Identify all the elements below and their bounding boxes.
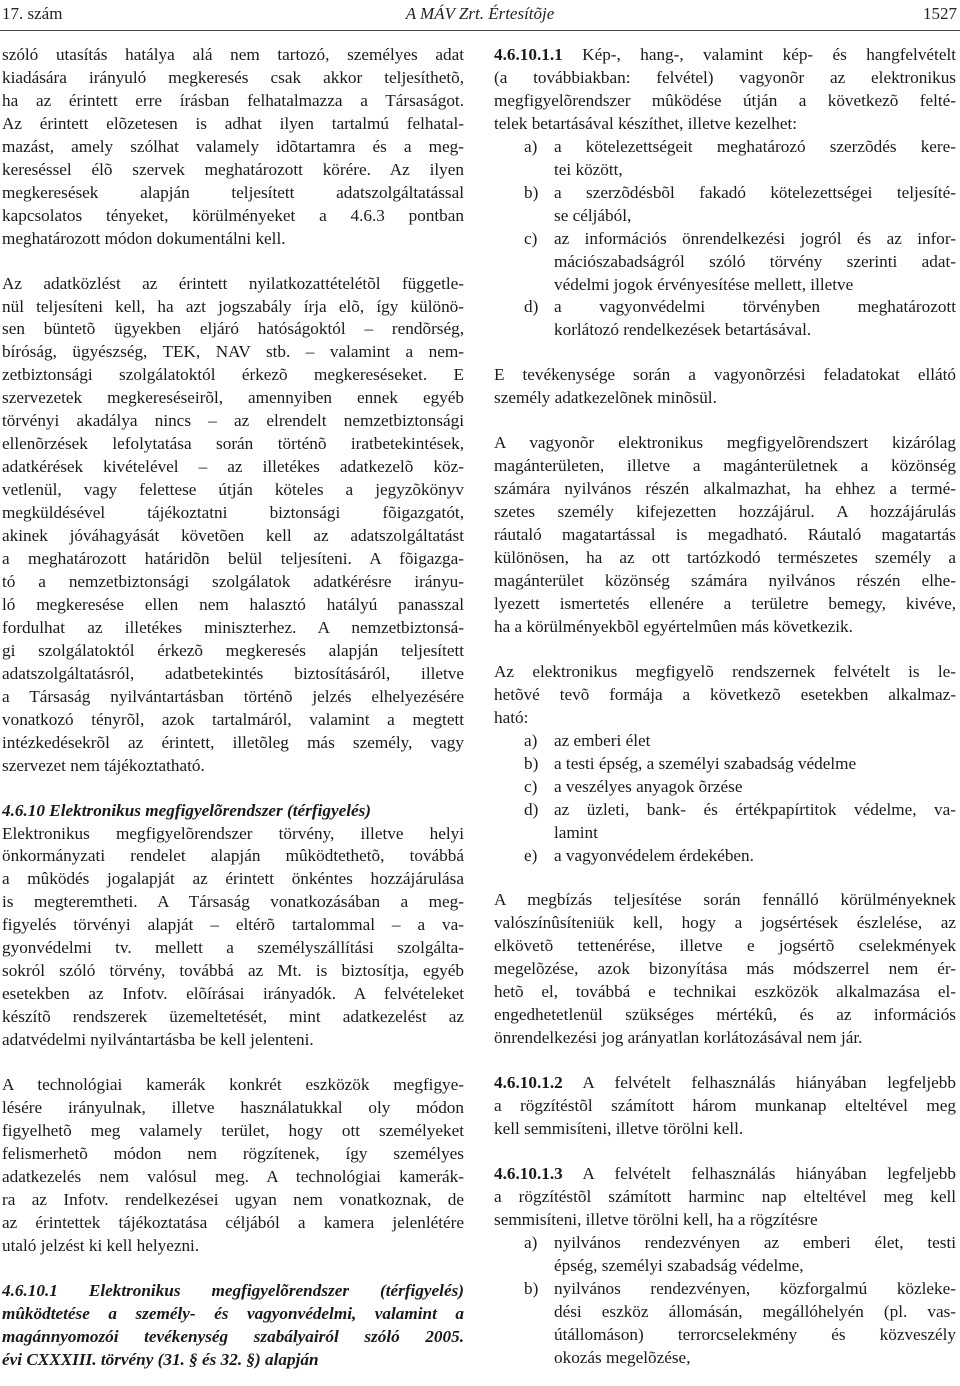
list-item	[494, 730, 956, 753]
text-line: valószínûsíteniük kell, hogy a jogsértések észlelése, az	[494, 913, 956, 933]
text-line: mációszabadságról szóló törvény szerinti adat-	[554, 251, 956, 271]
list-item	[494, 136, 956, 182]
clause-number: 4.6.10.1.1	[494, 45, 563, 64]
list-marker: b)	[524, 753, 539, 773]
paragraph	[2, 1074, 464, 1258]
text-line: személy adatkezelõnek minõsül.	[494, 388, 717, 408]
text-line: mazást, amely szólhat valamely idõtartamra és a meg-	[2, 136, 464, 156]
text-line: dési eszköz állomásán, megállóhelyén (pl. vas-	[554, 1301, 956, 1321]
list-item	[494, 799, 956, 845]
text-line: szervezetek megkereséseirõl, amennyiben ennek egyéb	[2, 388, 464, 408]
text-line: tei között,	[554, 159, 623, 179]
text-line: készítõ rendszerek üzemeltetését, mint adatkezelést az	[2, 1007, 464, 1027]
text-line: is megteremtheti. A Társaság vonatkozásában a meg-	[2, 892, 464, 912]
text-line: E tevékenysége során a vagyonõrzési feladatokat ellátó	[494, 365, 956, 385]
clause-4-6-10-1-2	[494, 1072, 956, 1141]
issue-number: 17. szám	[2, 4, 63, 23]
list-marker: d)	[524, 799, 539, 819]
text-line: vetlenül, vagy felettese útján köteles a jegyzõkönyv	[2, 480, 464, 500]
text-line: felismerhetõ módon nem rögzítenek, így személyes	[2, 1143, 464, 1163]
text-line: a szerzõdésbõl fakadó kötelezettségei teljesíté-	[554, 182, 956, 202]
text-line: a vagyonvédelmi törvényben meghatározott	[554, 297, 956, 317]
text-line: különösen, ha az ott tartózkodó természetes személy a	[494, 548, 956, 568]
text-line: nül teljesíteni kell, ha azt jogszabály írja elõ, így különö-	[2, 296, 464, 316]
text-line: figyelhetõ meg valamely terület, hogy ott személyeket	[2, 1120, 464, 1140]
list-item	[494, 845, 956, 868]
header-rule	[0, 30, 960, 31]
text-line: (a továbbiakban: felvétel) vagyonõr az elektronikus	[494, 67, 956, 87]
text-line: megkeresések alapján teljesített adatszolgáltatással	[2, 182, 464, 202]
text-line: 4.6.10.1 Elektronikus megfigyelõrendszer (térfigyelés)	[2, 1280, 464, 1300]
text-line: kapcsolatos tényeket, körülményeket a 4.6.3 pontban	[2, 205, 464, 225]
text-line: adatszolgáltatásról, adatbetekintés biztosításáról, illetve	[2, 663, 464, 683]
text-line: figyelés törvényi alapját – eltérõ tartalommal – a va-	[2, 915, 464, 935]
text-line: kell semmisíteni, illetve törölni kell.	[494, 1119, 744, 1139]
list-item	[494, 296, 956, 342]
text-line: ellenõrzések lefolytatása során történõ iratbetekintések,	[2, 434, 464, 454]
text-line: gi szolgálatoktól érkezõ megkeresés alapján teljesített	[2, 640, 464, 660]
text-line	[494, 44, 956, 67]
text-line	[494, 1163, 956, 1186]
clause-4-6-10-1-3	[494, 1163, 956, 1232]
text-line: hetõvé tevõ formája a következõ esetekben alkalmaz-	[494, 684, 956, 704]
text-line: a vagyonvédelem érdekében.	[554, 845, 754, 865]
text-line: szetes személy kifejezetten hozzájárul. A hozzájárulás	[494, 502, 956, 522]
list-item	[494, 228, 956, 297]
text-line: A megbízás teljesítése során fennálló körülményeknek	[494, 890, 956, 910]
text-line: hetõ el, továbbá e technikai eszközök alkalmazása el-	[494, 982, 956, 1002]
clause-list	[494, 730, 956, 868]
paragraph	[2, 823, 464, 1053]
text-line: akinek jóváhagyását követõen kell az adatszolgáltatást	[2, 526, 464, 546]
text-line: kiadására irányuló megkeresés csak akkor teljesíthetõ,	[2, 67, 464, 87]
text-line: szóló utasítás hatálya alá nem tartozó, személyes adat	[2, 45, 464, 64]
list-marker: b)	[524, 1278, 539, 1298]
text-line: zetbiztonsági szolgálatoktól érkezõ megkereséseket. E	[2, 365, 464, 385]
list-item	[494, 776, 956, 799]
text-line: lésére irányulnak, illetve használatukkal oly módon	[2, 1097, 464, 1117]
text-line: adatkezelés nem valósul meg. A technológiai kamerák-	[2, 1166, 464, 1186]
list-marker: c)	[524, 228, 538, 248]
text-line: Az elektronikus megfigyelõ rendszernek felvételt is le-	[494, 661, 956, 681]
subsection-heading	[2, 1280, 464, 1372]
text-line	[494, 1072, 956, 1095]
text-line: se céljából,	[554, 205, 632, 225]
text-line: A technológiai kamerák konkrét eszközök megfigye-	[2, 1075, 464, 1095]
text-line: az üzleti, bank- és értékpapírtitok védelme, va-	[554, 799, 956, 819]
list-item	[494, 1278, 956, 1370]
text-line: intézkedésekrõl az érintett, illetõleg más személy, vagy	[2, 732, 464, 752]
text-line: fordulhat az illetékes miniszterhez. A nemzetbiztonsá-	[2, 617, 464, 637]
text-line: magánterület közönség számára nyilvános részén elhe-	[494, 571, 956, 591]
text-line: telek betartásával készíthet, illetve kezelhet:	[494, 113, 798, 133]
clause-text: A felvételt felhasználás hiányában legfeljebb	[562, 1073, 956, 1093]
list-item	[494, 182, 956, 228]
text-line: lyezett ismertetés ellenére a területre bemegy, kivéve,	[494, 593, 956, 613]
text-line: a Társaság nyilvántartásban történõ jelzés elhelyezésére	[2, 686, 464, 706]
text-line: számára nyilvános részén alkalmazhat, ha ehhez a termé-	[494, 479, 956, 499]
text-line: az érintettek tájékoztatása céljából a kamera jelenlétére	[2, 1212, 464, 1232]
text-line: önrendelkezési jog arányatlan korlátozásával nem jár.	[494, 1028, 863, 1048]
text-line: sokról szóló törvény, továbbá az Mt. is biztosítja, egyéb	[2, 961, 464, 981]
list-marker: e)	[524, 845, 538, 865]
paragraph	[494, 364, 956, 410]
text-line: engedhetetlenül szükséges mértékû, és az információs	[494, 1005, 956, 1025]
paragraph	[2, 273, 464, 778]
text-line: ra az Infotv. rendelkezései ugyan nem vonatkoznak, de	[2, 1189, 464, 1209]
text-line: önkormányzati rendelet alapján mûködtethetõ, továbbá	[2, 846, 464, 866]
text-line: Elektronikus megfigyelõrendszer törvény, illetve helyi	[2, 823, 464, 843]
text-line: magánnyomozói tevékenység szabályairól szóló 2005.	[2, 1326, 464, 1346]
text-line: az emberi élet	[554, 730, 651, 750]
text-line: az információs önrendelkezési jogról és az infor-	[554, 228, 956, 248]
text-line: semmisíteni, illetve törölni kell, ha a rögzítésre	[494, 1209, 818, 1229]
text-line: szervezet nem tájékoztatható.	[2, 755, 205, 775]
text-line: törvényi akadálya nincs – az elrendelt nemzetbiztonsági	[2, 411, 464, 431]
list-marker: c)	[524, 776, 538, 796]
text-line: ható:	[494, 707, 529, 727]
clause-number: 4.6.10.1.2	[494, 1073, 563, 1093]
text-line: gyonvédelmi tv. mellett a személyszállítási szolgálta-	[2, 938, 464, 958]
text-line: nyilvános rendezvényen az emberi élet, testi	[554, 1232, 956, 1252]
text-line: a kötelezettségeit meghatározó szerzõdés kere-	[554, 136, 956, 156]
text-line: meghatározott módon dokumentálni kell.	[2, 228, 286, 248]
paragraph	[494, 432, 956, 639]
text-line: nyilvános rendezvényen, közforgalmú közleke-	[554, 1278, 956, 1298]
text-line: a testi épség, a személyi szabadság védelme	[554, 753, 857, 773]
list-marker: d)	[524, 297, 539, 317]
text-line: magánterületen, illetve a magánterületnek a közönség	[494, 456, 956, 476]
text-line: ló megkeresése ellen nem halasztó hatályú panasszal	[2, 594, 464, 614]
text-line: Az érintett elõzetesen is adhat ilyen tartalmú felhatal-	[2, 113, 464, 133]
right-column	[494, 44, 956, 1370]
text-line: Az adatközlést az érintett nyilatkozattételétõl függetle-	[2, 273, 464, 293]
text-line: okozás megelõzése,	[554, 1347, 691, 1367]
clause-4-6-10-1-1	[494, 44, 956, 136]
list-marker: b)	[524, 182, 539, 202]
paragraph	[2, 44, 464, 251]
text-line: a rögzítéstõl számított harminc nap elteltével meg kell	[494, 1186, 956, 1206]
paragraph	[494, 661, 956, 730]
text-line: bíróság, ügyészség, TEK, NAV stb. – valamint a nem-	[2, 342, 464, 362]
clause-list	[494, 1232, 956, 1370]
text-line: mûködtetése a személy- és vagyonvédelmi, valamint a	[2, 1303, 464, 1323]
text-line: megküldésével tájékoztatni biztonsági fõigazgatót,	[2, 503, 464, 523]
text-line: ráutaló magatartással is megadható. Ráutaló magatartás	[494, 525, 956, 545]
paragraph	[494, 889, 956, 1050]
text-line: ha a körülményekbõl egyértelmûen más következik.	[494, 616, 853, 636]
text-line: esetekben az Infotv. elõírásai irányadók. A felvételeket	[2, 984, 464, 1004]
text-line: A vagyonõr elektronikus megfigyelõrendszert kizárólag	[494, 433, 956, 453]
text-line: adatkérések kivételével – az illetékes adatkezelõ köz-	[2, 457, 464, 477]
list-marker: a)	[524, 730, 538, 750]
section-heading: 4.6.10 Elektronikus megfigyelõrendszer (térfigyelés)	[2, 800, 372, 820]
clause-text: Kép-, hang-, valamint kép- és hangfelvételt	[562, 45, 956, 64]
text-line: tó a nemzetbiztonsági szolgálatok adatkérésre irányu-	[2, 571, 464, 591]
text-line: lamint	[554, 822, 598, 842]
text-line: megfigyelõrendszer mûködése útján a következõ felté-	[494, 90, 956, 110]
list-item	[494, 1232, 956, 1278]
list-marker: a)	[524, 1232, 538, 1252]
list-marker: a)	[524, 136, 538, 156]
text-line: vonatkozó tényrõl, azok tartalmáról, valamint a megtett	[2, 709, 464, 729]
text-line: évi CXXXIII. törvény (31. § és 32. §) alapján	[2, 1349, 319, 1369]
text-line: sen büntetõ ügyekben eljáró hatóságoktól – rendõrség,	[2, 319, 464, 339]
text-line: épség, személyi szabadság védelme,	[554, 1255, 804, 1275]
clause-number: 4.6.10.1.3	[494, 1163, 563, 1183]
text-line: a veszélyes anyagok õrzése	[554, 776, 743, 796]
text-line: utaló jelzést ki kell helyezni.	[2, 1235, 200, 1255]
text-line: korlátozó rendelkezések betartásával.	[554, 320, 812, 340]
left-column	[2, 44, 464, 1371]
text-line: adatvédelmi nyilvántartásba be kell jelenteni.	[2, 1030, 314, 1050]
text-line: a meghatározott határidõn belül teljesíteni. A fõigazga-	[2, 549, 464, 569]
text-line: védelmi jogok érvényesítése mellett, illetve	[554, 274, 854, 294]
text-line: útállomáson) terrorcselekmény és közveszély	[554, 1324, 956, 1344]
text-line: megelõzése, azok bizonyítása más módszerrel nem ér-	[494, 959, 956, 979]
clause-text: A felvételt felhasználás hiányában legfeljebb	[562, 1163, 956, 1183]
clause-list	[494, 136, 956, 343]
text-line: kereséssel élõ szervek meghatározott körére. Az ilyen	[2, 159, 464, 179]
text-line: ha az érintett erre írásban felhatalmazza a Társaságot.	[2, 90, 464, 110]
page-header	[0, 0, 960, 26]
list-item	[494, 753, 956, 776]
publication-title: A MÁV Zrt. Értesítõje	[405, 4, 555, 23]
text-line: elkövetõ tettenérése, illetve e jogsértõ cselekmények	[494, 936, 956, 956]
page-number: 1527	[923, 4, 957, 23]
text-line: a rögzítéstõl számított három munkanap elteltével meg	[494, 1096, 956, 1116]
text-line: a mûködés jogalapját az érintett önkéntes hozzájárulása	[2, 869, 464, 889]
